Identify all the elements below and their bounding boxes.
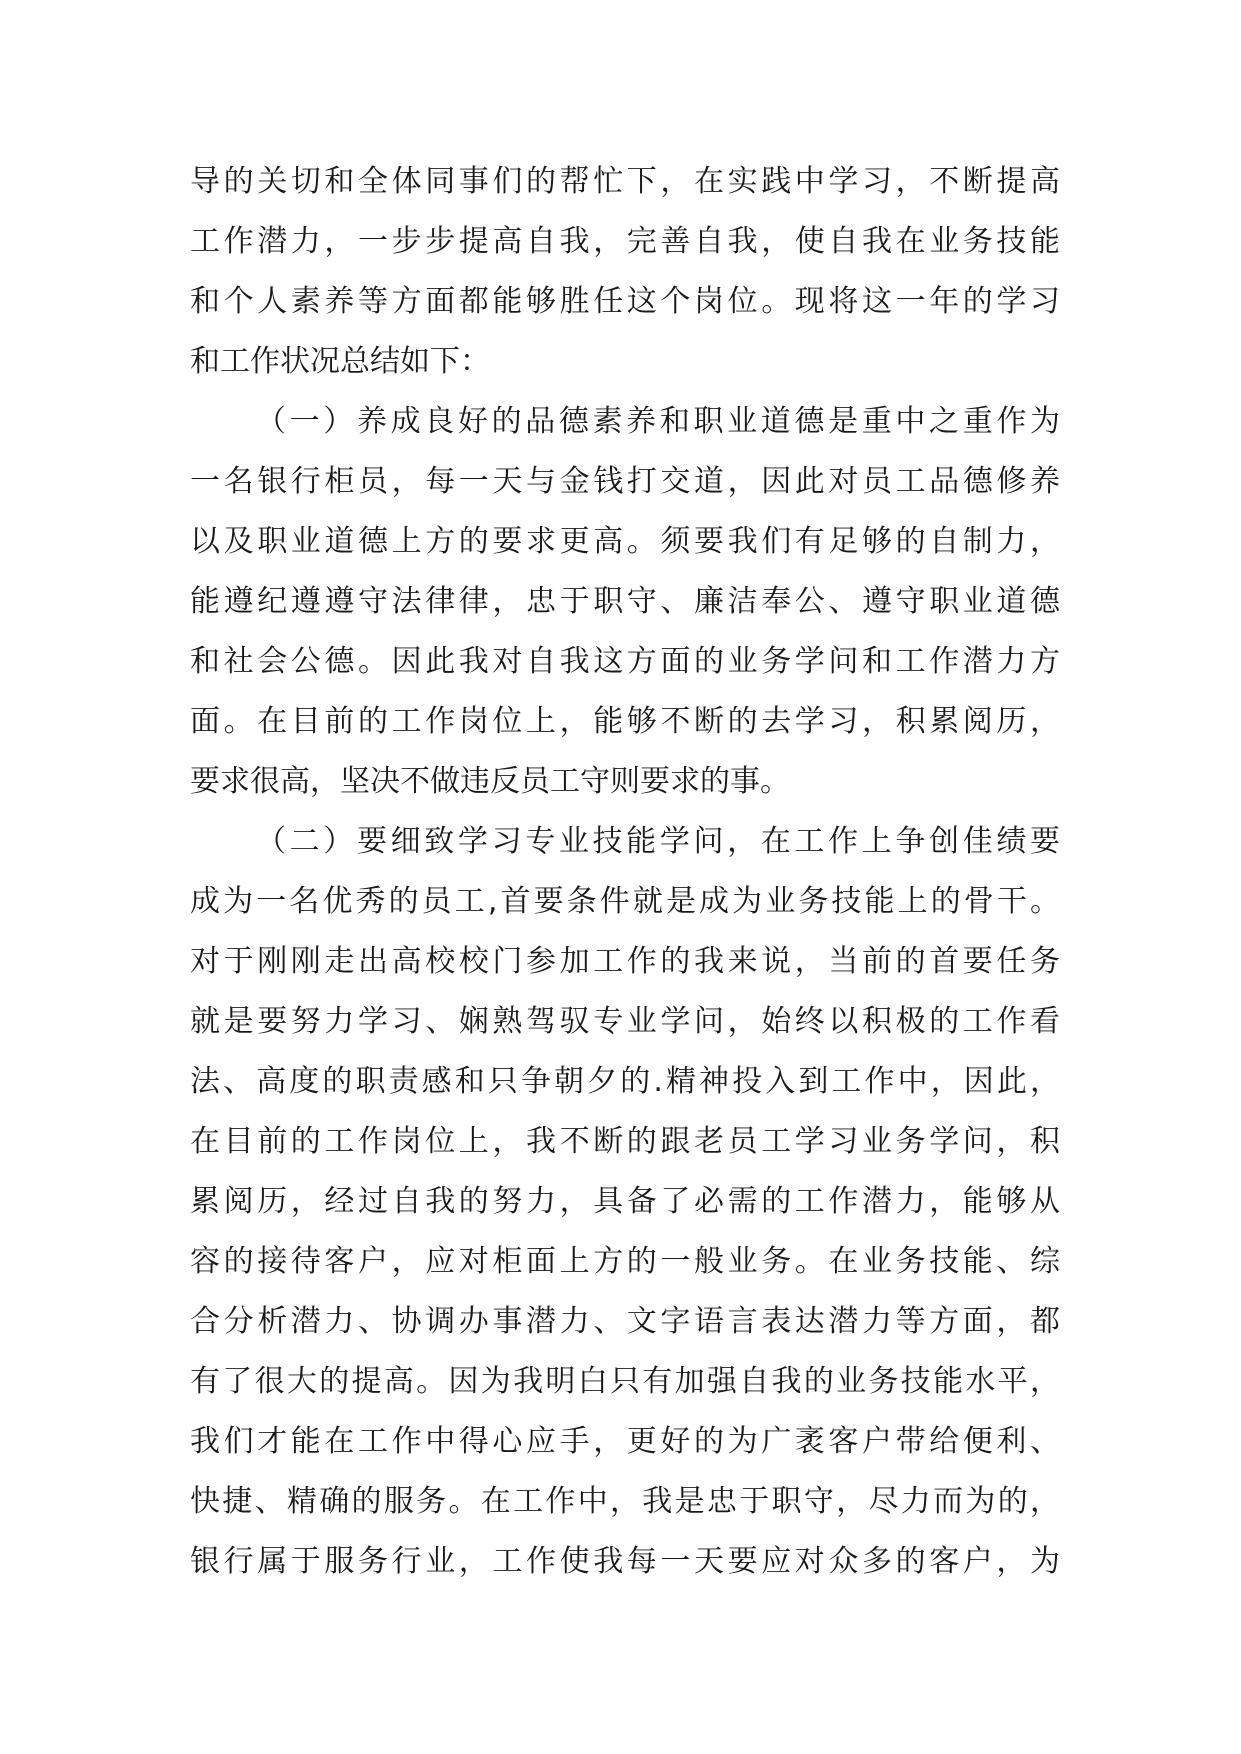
text-line: 有了很大的提高。因为我明白只有加强自我的业务技能水平， [190,1364,1060,1399]
text-line: 累阅历，经过自我的努力，具备了必需的工作潜力，能够从 [190,1184,1060,1219]
text-line: 对于刚刚走出高校校门参加工作的我来说，当前的首要任务 [190,944,1060,979]
text-line: 能遵纪遵遵守法律律，忠于职守、廉洁奉公、遵守职业道德 [190,584,1060,619]
text-line: 和社会公德。因此我对自我这方面的业务学问和工作潜力方 [190,644,1060,679]
text-line: 容的接待客户，应对柜面上方的一般业务。在业务技能、综 [190,1244,1060,1279]
text-line: 法、高度的职责感和只争朝夕的.精神投入到工作中，因此， [190,1064,1060,1099]
text-line: 就是要努力学习、娴熟驾驭专业学问，始终以积极的工作看 [190,1004,1060,1039]
text-line: 合分析潜力、协调办事潜力、文字语言表达潜力等方面，都 [190,1304,1060,1339]
section-heading-2: （二）要细致学习专业技能学问，在工作上争创佳绩要 [256,824,1060,859]
text-line: 导的关切和全体同事们的帮忙下，在实践中学习，不断提高 [190,164,1060,199]
text-line: 工作潜力，一步步提高自我，完善自我，使自我在业务技能 [190,224,1060,259]
section-heading-1: （一）养成良好的品德素养和职业道德是重中之重作为 [256,404,1060,439]
text-line: 成为一名优秀的员工,首要条件就是成为业务技能上的骨干。 [190,884,1060,919]
text-line: 和工作状况总结如下： [190,344,490,379]
text-line: 面。在目前的工作岗位上，能够不断的去学习，积累阅历， [190,704,1060,739]
text-line: 要求很高，坚决不做违反员工守则要求的事。 [190,764,790,799]
text-line: 一名银行柜员，每一天与金钱打交道，因此对员工品德修养 [190,464,1060,499]
text-line: 在目前的工作岗位上，我不断的跟老员工学习业务学问，积 [190,1124,1060,1159]
text-line: 和个人素养等方面都能够胜任这个岗位。现将这一年的学习 [190,284,1060,319]
text-line: 我们才能在工作中得心应手，更好的为广袤客户带给便利、 [190,1424,1060,1459]
text-line: 以及职业道德上方的要求更高。须要我们有足够的自制力， [190,524,1060,559]
text-line: 银行属于服务行业，工作使我每一天要应对众多的客户，为 [190,1544,1060,1579]
body-text [190,152,1060,1592]
text-line: 快捷、精确的服务。在工作中，我是忠于职守，尽力而为的， [190,1484,1060,1519]
